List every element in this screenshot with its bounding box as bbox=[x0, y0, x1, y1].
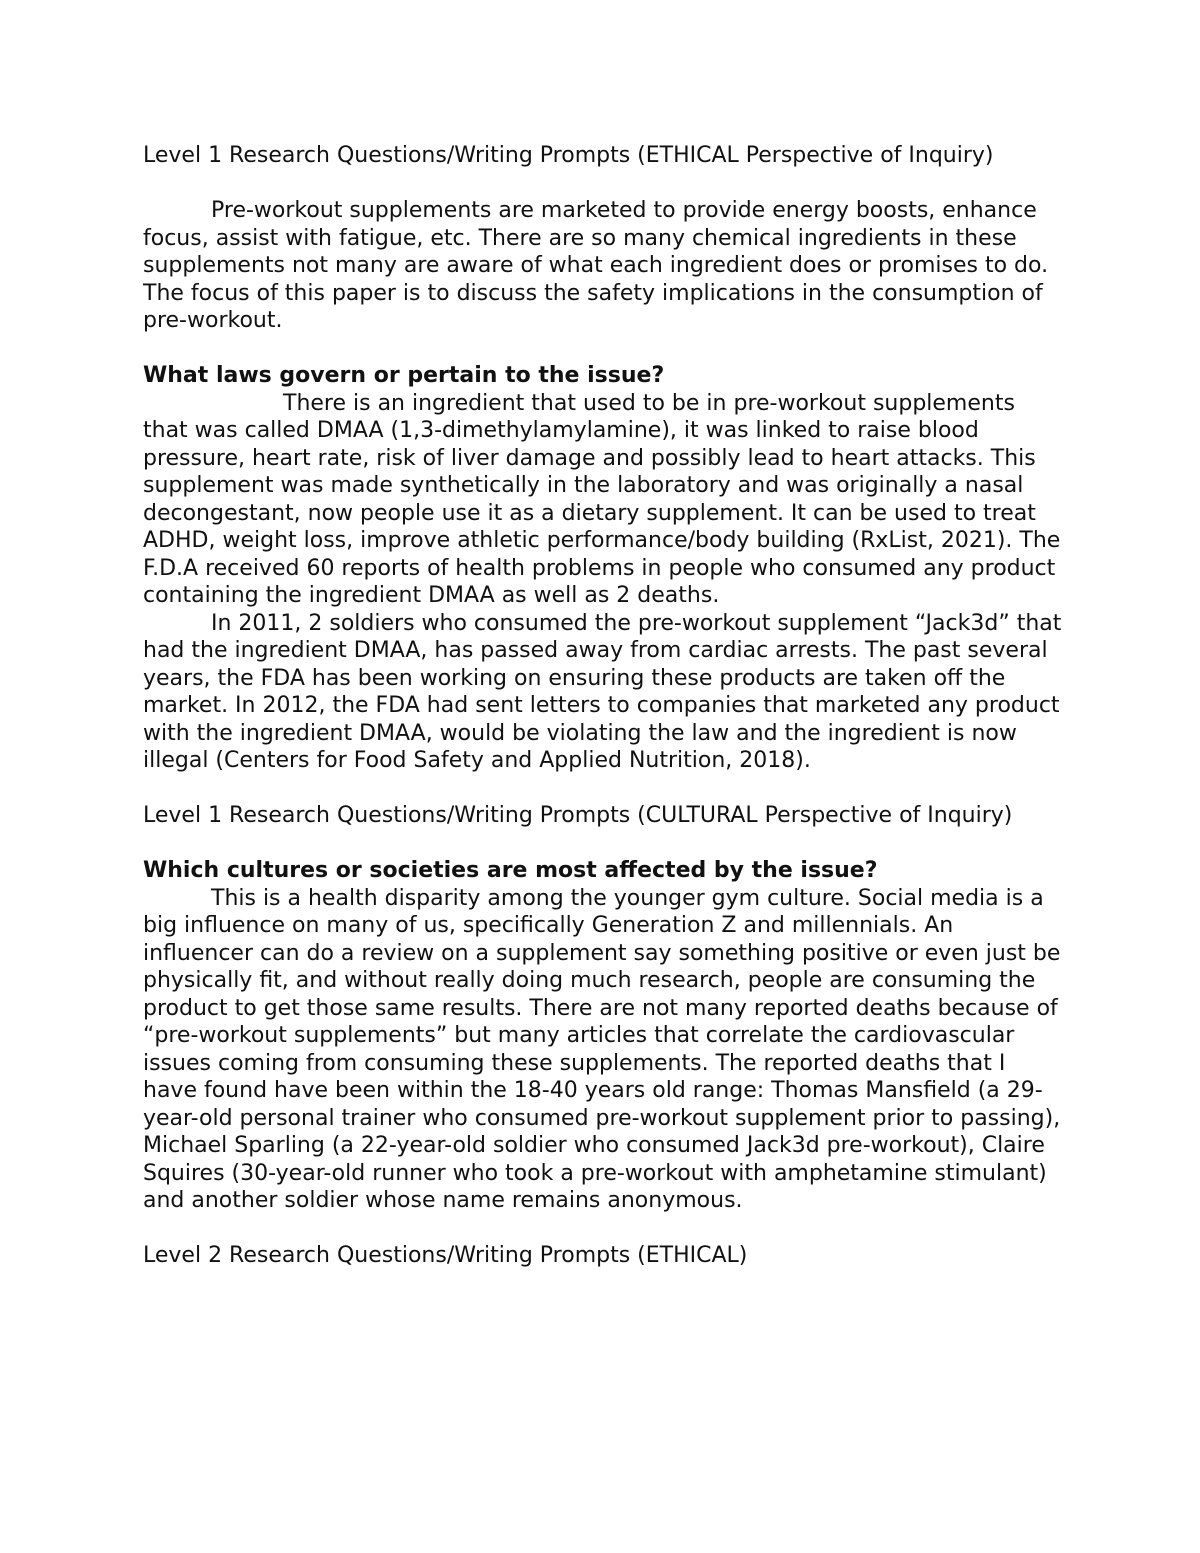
spacer bbox=[143, 830, 1063, 858]
section-title-ethical-level1: Level 1 Research Questions/Writing Prompts (ETHICAL Perspective of Inquiry) bbox=[143, 143, 994, 168]
question-laws-heading: What laws govern or pertain to the issue? bbox=[143, 363, 665, 388]
question-cultures-heading: Which cultures or societies are most affected by the issue? bbox=[143, 858, 878, 883]
gym-culture-paragraph: This is a health disparity among the younger gym culture. Social media is a big influence on many of us, specifically Generation Z and millennials. An influencer can do a review on a supplement say something positive or even just be physically fit, and without really doing much research, people are consuming the product to get those same results. There are not many reported deaths because of “pre-workout supplements” but many articles that correlate the cardiovascular issues coming from consuming these supplements. The reported deaths that I have found have been within the 18-40 years old range: Thomas Mansfield (a 29-year-old personal trainer who consumed pre-workout supplement prior to passing), Michael Sparling (a 22-year-old soldier who consumed Jack3d pre-workout), Claire Squires (30-year-old runner who took a pre-workout with amphetamine stimulant) and another soldier whose name remains anonymous. bbox=[143, 885, 1061, 1213]
spacer bbox=[143, 775, 1063, 803]
intro-paragraph: Pre-workout supplements are marketed to provide energy boosts, enhance focus, assist with fatigue, etc. There are so many chemical ingredients in these supplements not many are aware of what each ingredient does or promises to do. The focus of this paper is to discuss the safety implications in the consumption of pre-workout. bbox=[143, 198, 1049, 333]
spacer bbox=[143, 170, 1063, 198]
spacer bbox=[143, 335, 1063, 363]
document-page bbox=[143, 142, 1063, 1270]
dmaa-paragraph: There is an ingredient that used to be in pre-workout supplements that was called DMAA (1,3-dimethylamylamine), it was linked to raise blood pressure, heart rate, risk of liver damage and possibly lead to heart attacks. This supplement was made synthetically in the laboratory and was originally a nasal decongestant, now people use it as a dietary supplement. It can be used to treat ADHD, weight loss, improve athletic performance/body building (RxList, 2021). The F.D.A received 60 reports of health problems in people who consumed any product containing the ingredient DMAA as well as 2 deaths. bbox=[143, 390, 1061, 608]
section-title-cultural-level1: Level 1 Research Questions/Writing Prompts (CULTURAL Perspective of Inquiry) bbox=[143, 803, 1013, 828]
section-title-ethical-level2: Level 2 Research Questions/Writing Prompts (ETHICAL) bbox=[143, 1243, 748, 1268]
spacer bbox=[143, 1215, 1063, 1243]
soldiers-paragraph: In 2011, 2 soldiers who consumed the pre-workout supplement “Jack3d” that had the ingredient DMAA, has passed away from cardiac arrests. The past several years, the FDA has been working on ensuring these products are taken off the market. In 2012, the FDA had sent letters to companies that marketed any product with the ingredient DMAA, would be violating the law and the ingredient is now illegal (Centers for Food Safety and Applied Nutrition, 2018). bbox=[143, 610, 1062, 773]
